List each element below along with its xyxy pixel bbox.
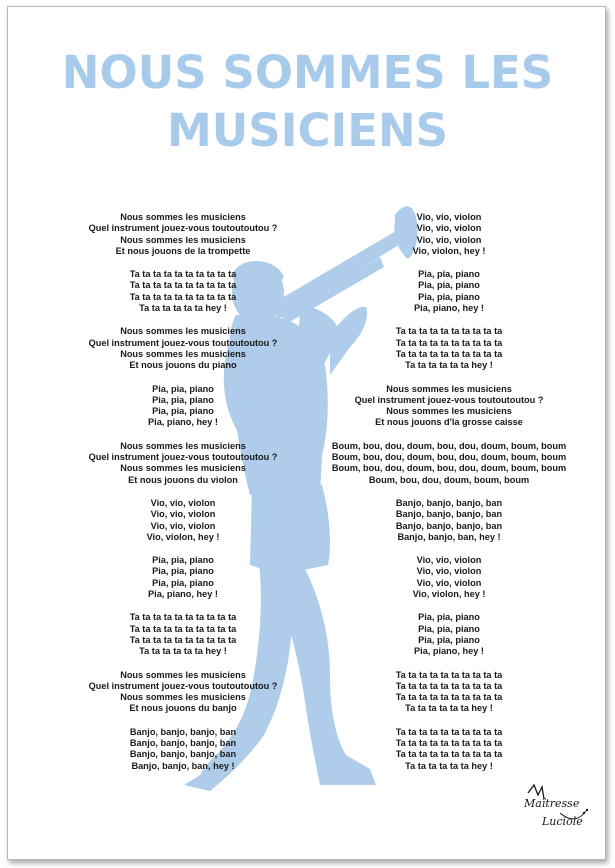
lyrics-line: Nous sommes les musiciens bbox=[120, 326, 246, 337]
lyrics-line: Banjo, banjo, banjo, ban bbox=[129, 737, 237, 748]
lyrics-stanza bbox=[58, 727, 308, 772]
lyrics-line: Nous sommes les musiciens bbox=[120, 692, 246, 703]
lyrics-line: Pia, pia, piano bbox=[418, 269, 480, 280]
lyrics-line: Pia, pia, piano bbox=[152, 566, 214, 577]
lyrics-stanza bbox=[318, 269, 580, 314]
lyrics-line: Ta ta ta ta ta ta ta ta ta ta bbox=[395, 337, 503, 348]
lyrics-line: Nous sommes les musiciens bbox=[120, 669, 246, 680]
lyrics-line: Nous sommes les musiciens bbox=[120, 463, 246, 474]
lyrics-line: Vio, violon, hey ! bbox=[412, 589, 486, 600]
lyrics-line: Pia, pia, piano bbox=[418, 612, 480, 623]
lyrics-line: Vio, vio, violon bbox=[416, 223, 482, 234]
logo-text-line-2: Luciole bbox=[542, 815, 583, 828]
lyrics-line: Pia, piano, hey ! bbox=[414, 303, 484, 314]
lyrics-line: Banjo, banjo, banjo, ban bbox=[395, 497, 503, 508]
lyrics-line: Ta ta ta ta ta ta ta ta ta ta bbox=[395, 749, 503, 760]
lyrics-line: Ta ta ta ta ta ta ta ta ta ta bbox=[129, 623, 237, 634]
lyrics-stanza bbox=[58, 441, 308, 486]
lyrics-line: Vio, vio, violon bbox=[416, 577, 482, 588]
lyrics-line: Vio, vio, violon bbox=[416, 212, 482, 222]
lyrics-stanza bbox=[318, 384, 580, 429]
lyrics-line: Nous sommes les musiciens bbox=[120, 348, 246, 359]
lyrics-stanza bbox=[58, 670, 308, 715]
lyrics-line: Vio, vio, violon bbox=[416, 566, 482, 577]
lyrics-line: Nous sommes les musiciens bbox=[386, 383, 512, 394]
lyrics-line: Ta ta ta ta ta ta ta ta ta ta bbox=[395, 348, 503, 359]
lyrics-line: Ta ta ta ta ta ta ta ta ta ta bbox=[395, 680, 503, 691]
lyrics-line: Ta ta ta ta ta ta ta ta ta ta bbox=[395, 326, 503, 337]
lyrics-left-column bbox=[58, 212, 308, 784]
lyrics-line: Pia, piano, hey ! bbox=[148, 417, 218, 428]
lyrics-line: Ta ta ta ta ta ta ta ta ta ta bbox=[395, 726, 503, 737]
lyrics-line: Banjo, banjo, banjo, ban bbox=[395, 520, 503, 531]
lyrics-line: Pia, pia, piano bbox=[152, 577, 214, 588]
lyrics-line: Quel instrument jouez-vous toutoutoutou ? bbox=[88, 680, 278, 691]
lyrics-line: Boum, bou, dou, doum, boum, boum bbox=[368, 474, 530, 485]
lyrics-stanza bbox=[58, 498, 308, 543]
maitresse-luciole-logo bbox=[520, 783, 590, 833]
lyrics-line: Nous sommes les musiciens bbox=[120, 212, 246, 222]
lyrics-line: Ta ta ta ta ta ta ta ta ta ta bbox=[395, 692, 503, 703]
lyrics-line: Quel instrument jouez-vous toutoutoutou ? bbox=[88, 223, 278, 234]
lyrics-line: Vio, vio, violon bbox=[416, 234, 482, 245]
lyrics-line: Quel instrument jouez-vous toutoutoutou ? bbox=[88, 337, 278, 348]
lyrics-line: Ta ta ta ta ta ta ta ta ta ta bbox=[395, 737, 503, 748]
lyrics-line: Banjo, banjo, banjo, ban bbox=[129, 749, 237, 760]
lyrics-line: Ta ta ta ta ta ta ta ta ta ta bbox=[395, 669, 503, 680]
lyrics-line: Ta ta ta ta ta ta hey ! bbox=[405, 760, 493, 771]
lyrics-line: Quel instrument jouez-vous toutoutoutou ? bbox=[354, 394, 544, 405]
lyrics-line: Ta ta ta ta ta ta ta ta ta ta bbox=[129, 634, 237, 645]
lyrics-stanza bbox=[318, 212, 580, 257]
lyrics-line: Banjo, banjo, ban, hey ! bbox=[397, 531, 501, 542]
lyrics-stanza bbox=[318, 612, 580, 657]
lyrics-line: Nous sommes les musiciens bbox=[386, 406, 512, 417]
lyrics-line: Vio, violon, hey ! bbox=[146, 531, 220, 542]
lyrics-line: Et nous jouons du banjo bbox=[129, 703, 237, 714]
lyrics-line: Boum, bou, dou, doum, bou, dou, doum, boum, boum bbox=[331, 440, 567, 451]
lyrics-line: Vio, vio, violon bbox=[150, 520, 216, 531]
lyrics-stanza bbox=[318, 555, 580, 600]
lyrics-line: Ta ta ta ta ta ta hey ! bbox=[405, 703, 493, 714]
lyrics-line: Banjo, banjo, banjo, ban bbox=[395, 509, 503, 520]
lyrics-line: Boum, bou, dou, doum, bou, dou, doum, boum, boum bbox=[331, 452, 567, 463]
lyrics-stanza bbox=[58, 326, 308, 371]
lyrics-line: Ta ta ta ta ta ta hey ! bbox=[139, 646, 227, 657]
lyrics-line: Pia, piano, hey ! bbox=[148, 589, 218, 600]
lyrics-line: Et nous jouons du violon bbox=[128, 474, 238, 485]
lyrics-stanza bbox=[58, 384, 308, 429]
lyrics-line: Ta ta ta ta ta ta ta ta ta ta bbox=[129, 280, 237, 291]
lyrics-line: Pia, piano, hey ! bbox=[414, 646, 484, 657]
lyrics-stanza bbox=[318, 441, 580, 486]
lyrics-line: Pia, pia, piano bbox=[152, 406, 214, 417]
lyrics-stanza bbox=[318, 727, 580, 772]
lyrics-line: Pia, pia, piano bbox=[152, 383, 214, 394]
logo-text-line-1: Maîtresse bbox=[524, 797, 580, 810]
lyrics-stanza bbox=[58, 555, 308, 600]
lyrics-line: Boum, bou, dou, doum, bou, dou, doum, boum, boum bbox=[331, 463, 567, 474]
lyrics-line: Pia, pia, piano bbox=[418, 291, 480, 302]
lyrics-right-column bbox=[318, 212, 580, 784]
title-line-2: MUSICIENS bbox=[166, 104, 449, 157]
lyrics-line: Et nous jouons d'la grosse caisse bbox=[375, 417, 523, 428]
lyrics-line: Et nous jouons du piano bbox=[129, 360, 237, 371]
lyrics-line: Banjo, banjo, banjo, ban bbox=[129, 726, 237, 737]
lyrics-line: Pia, pia, piano bbox=[152, 555, 214, 566]
lyrics-line: Nous sommes les musiciens bbox=[120, 234, 246, 245]
lyrics-line: Vio, violon, hey ! bbox=[412, 245, 486, 256]
lyrics-stanza bbox=[318, 670, 580, 715]
lyrics-line: Pia, pia, piano bbox=[418, 623, 480, 634]
lyrics-line: Ta ta ta ta ta ta ta ta ta ta bbox=[129, 291, 237, 302]
lyrics-line: Pia, pia, piano bbox=[152, 394, 214, 405]
lyrics-line: Nous sommes les musiciens bbox=[120, 440, 246, 451]
lyrics-line: Quel instrument jouez-vous toutoutoutou ? bbox=[88, 452, 278, 463]
lyrics-line: Ta ta ta ta ta ta hey ! bbox=[405, 360, 493, 371]
title-line-1: NOUS SOMMES LES bbox=[61, 46, 554, 99]
lyrics-line: Et nous jouons de la trompette bbox=[115, 245, 251, 256]
lyrics-stanza bbox=[318, 498, 580, 543]
lyrics-line: Vio, vio, violon bbox=[416, 555, 482, 566]
lyrics-line: Ta ta ta ta ta ta hey ! bbox=[139, 303, 227, 314]
lyrics-stanza bbox=[58, 212, 308, 257]
lyrics-line: Ta ta ta ta ta ta ta ta ta ta bbox=[129, 612, 237, 623]
song-title bbox=[0, 44, 615, 160]
lyrics-line: Vio, vio, violon bbox=[150, 497, 216, 508]
lyrics-line: Pia, pia, piano bbox=[418, 280, 480, 291]
lyrics-line: Pia, pia, piano bbox=[418, 634, 480, 645]
lyrics-line: Banjo, banjo, ban, hey ! bbox=[131, 760, 235, 771]
lyrics-stanza bbox=[318, 326, 580, 371]
lyrics-stanza bbox=[58, 612, 308, 657]
lyrics-stanza bbox=[58, 269, 308, 314]
lyrics-line: Ta ta ta ta ta ta ta ta ta ta bbox=[129, 269, 237, 280]
lyrics-line: Vio, vio, violon bbox=[150, 509, 216, 520]
